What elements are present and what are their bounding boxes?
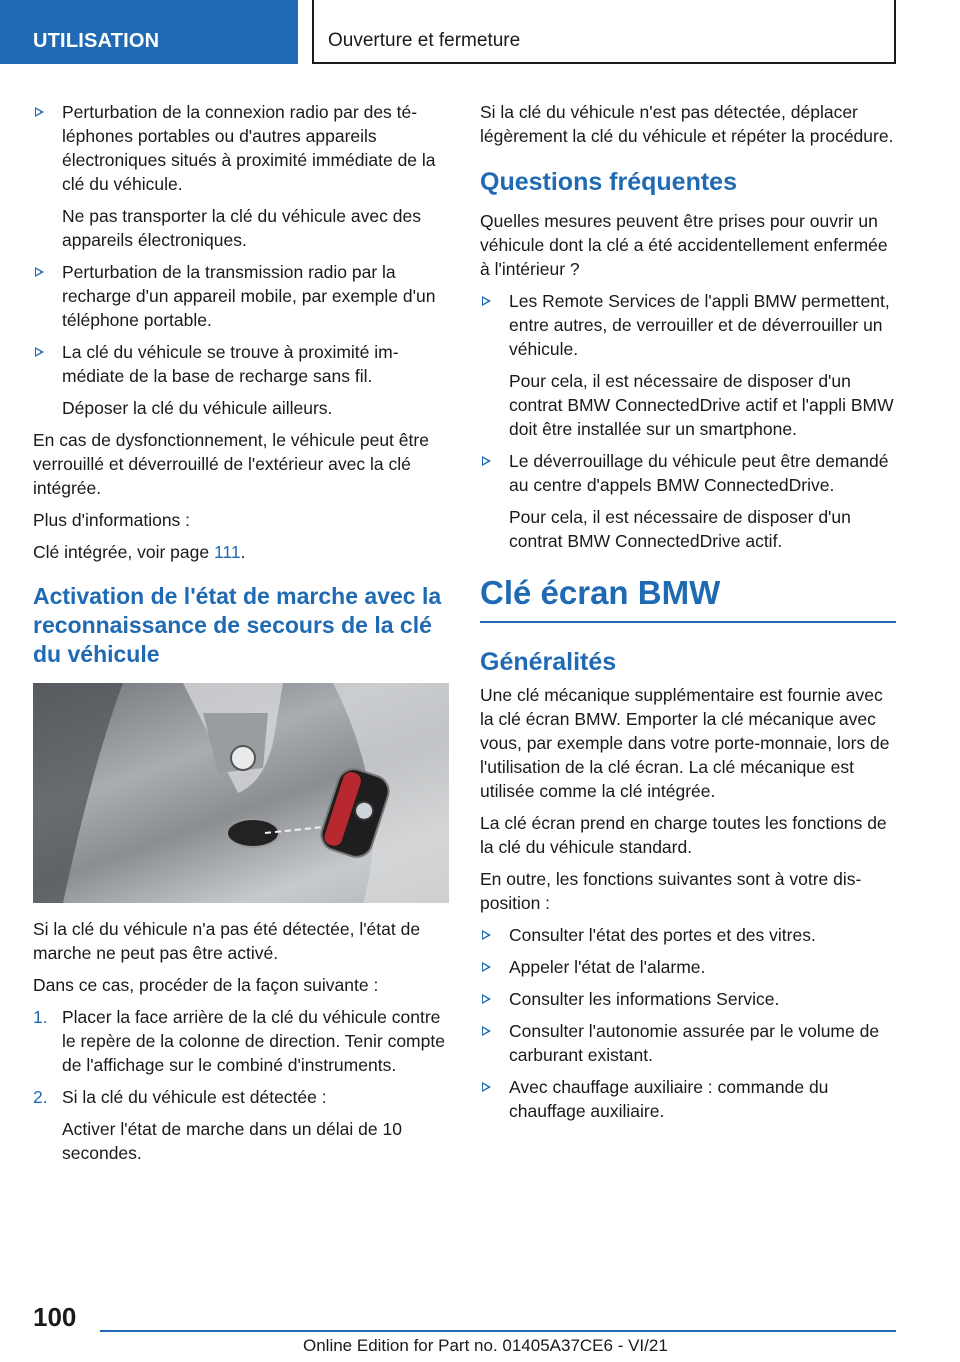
triangle-bullet-icon xyxy=(35,267,44,277)
chapter-title: Ouverture et fermeture xyxy=(328,30,521,51)
triangle-bullet-icon xyxy=(482,456,491,466)
step-number: 2. xyxy=(33,1087,48,1107)
step-item: 1. Placer la face arrière de la clé du véhicule contre le repère de la colonne de direction. Tenir compte de l'affichage sur le combiné d'instruments. xyxy=(33,1007,445,1075)
list-item: Avec chauffage auxiliaire : commande du chauffage auxiliaire. xyxy=(480,1075,896,1123)
right-column xyxy=(480,100,896,1131)
general-heading: Généralités xyxy=(480,648,617,676)
paragraph: Si la clé du véhicule n'est pas détectée, déplacer légèrement la clé du véhicule et répéter la procédure. xyxy=(480,102,894,146)
list-item: Perturbation de la transmission radio par la recharge d'un appareil mobile, par exemple d'un téléphone portable. xyxy=(33,260,449,332)
faq-heading: Questions fréquentes xyxy=(480,168,737,196)
triangle-bullet-icon xyxy=(482,1082,491,1092)
list-item: Le déverrouillage du véhicule peut être demandé au centre d'appels BMW ConnectedDrive. Pour cela, il est nécessaire de disposer d'un contrat BMW ConnectedDrive actif. xyxy=(480,449,896,553)
list-item: Appeler l'état de l'alarme. xyxy=(480,955,896,979)
triangle-bullet-icon xyxy=(482,1026,491,1036)
triangle-bullet-icon xyxy=(482,296,491,306)
paragraph: Plus d'informations : xyxy=(33,510,191,530)
edition-note: Online Edition for Part no. 01405A37CE6 - VI/21 xyxy=(303,1336,668,1355)
page-number: 100 xyxy=(33,1302,77,1332)
section-title: UTILISATION xyxy=(33,30,160,52)
steering-column-key-photo xyxy=(33,683,449,903)
paragraph: En outre, les fonctions suivantes sont à votre disposition : xyxy=(480,869,862,913)
triangle-bullet-icon xyxy=(482,994,491,1004)
section-tab xyxy=(0,0,298,64)
list-item: Consulter les informations Service. xyxy=(480,987,896,1011)
list-item: Consulter l'état des portes et des vitres. xyxy=(480,923,896,947)
triangle-bullet-icon xyxy=(482,930,491,940)
faq-question: Quelles mesures peuvent être prises pour ouvrir un véhicule dont la clé a été accidentellement enfermée à l'intérieur ? xyxy=(480,211,888,279)
list-item: Les Remote Services de l'appli BMW permettent, entre autres, de verrouiller et de déverrouiller un véhicule. Pour cela, il est nécessaire de disposer d'un contrat BMW ConnectedDrive actif et l'appli BMW doit être installée sur un smartphone. xyxy=(480,289,896,441)
triangle-bullet-icon xyxy=(482,962,491,972)
left-column xyxy=(33,100,449,1173)
paragraph: La clé écran prend en charge toutes les fonctions de la clé du véhicule standard. xyxy=(480,813,887,857)
chapter-header xyxy=(312,0,896,64)
triangle-bullet-icon xyxy=(35,347,44,357)
paragraph: En cas de dysfonctionnement, le véhicule peut être verrouillé et déverrouillé de l'extérieur avec la clé intégrée. xyxy=(33,430,429,498)
list-item: Consulter l'autonomie assurée par le volume de carburant existant. xyxy=(480,1019,896,1067)
list-item: Perturbation de la connexion radio par des téléphones portables ou d'autres appareils électroniques situés à proximité immédiate de la clé du véhicule. Ne pas transporter la clé du véhicule avec des appareils électroniques. xyxy=(33,100,449,252)
paragraph: Dans ce cas, procéder de la façon suivante : xyxy=(33,975,379,995)
chapter-section-title: Clé écran BMW xyxy=(480,573,896,623)
cross-reference: Clé intégrée, voir page 111. xyxy=(33,542,246,562)
paragraph: Si la clé du véhicule n'a pas été détectée, l'état de marche ne peut pas être activé. xyxy=(33,919,421,963)
section-heading: Activation de l'état de marche avec la reconnaissance de secours de la clé du véhicule xyxy=(33,583,442,667)
list-item: La clé du véhicule se trouve à proximité immédiate de la base de recharge sans fil. Déposer la clé du véhicule ailleurs. xyxy=(33,340,449,420)
step-number: 1. xyxy=(33,1007,48,1027)
footer-divider xyxy=(100,1330,896,1332)
step-item: 2. Si la clé du véhicule est détectée : Activer l'état de marche dans un délai de 10 secondes. xyxy=(33,1087,402,1163)
paragraph: Une clé mécanique supplémentaire est fournie avec la clé écran BMW. Emporter la clé mécanique avec vous, par exemple dans votre porte-monnaie, lors de l'utilisation de la clé écran. La clé mécanique est utilisée comme la clé intégrée. xyxy=(480,685,890,801)
page-link[interactable]: 111 xyxy=(213,542,241,562)
triangle-bullet-icon xyxy=(35,107,44,117)
